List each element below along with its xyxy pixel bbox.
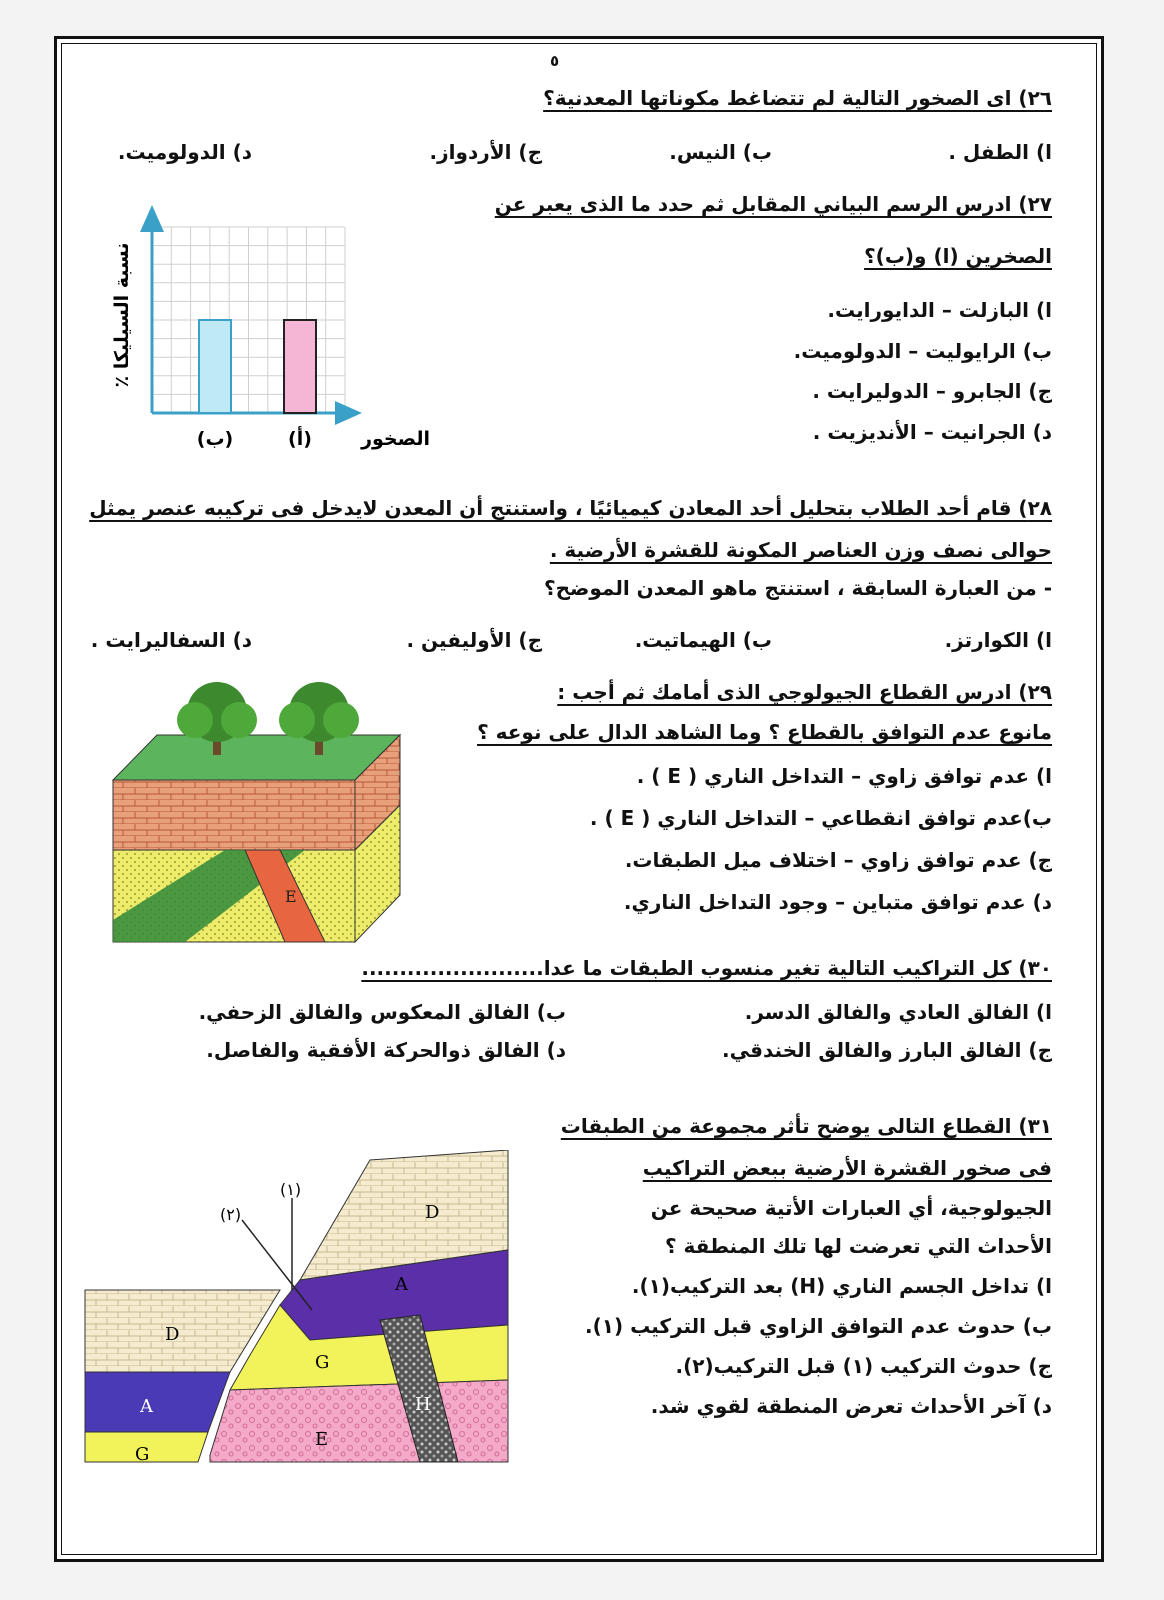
layer-d-left-label: D bbox=[165, 1324, 180, 1345]
q31-option-a: ا) تداخل الجسم الناري (H) بعد التركيب(١). bbox=[631, 1274, 1052, 1298]
block-diagram bbox=[113, 735, 400, 942]
q28-option-b: ب) الهيماتيت. bbox=[634, 628, 772, 652]
q28-line3: - من العبارة السابقة ، استنتج ماهو المعدن الموضح؟ bbox=[544, 576, 1052, 600]
q29-option-a: ا) عدم توافق زاوي – التداخل الناري ( E ) . bbox=[636, 764, 1052, 788]
dike-h-label: H bbox=[415, 1394, 431, 1415]
intrusion-label: E bbox=[285, 887, 297, 906]
q29-option-d: د) عدم توافق متباين – وجود التداخل الناري. bbox=[623, 890, 1052, 914]
q30-option-d: د) الفالق ذوالحركة الأفقية والفاصل. bbox=[206, 1038, 566, 1062]
q26-option-c: ج) الأردواز. bbox=[429, 140, 542, 164]
q28-option-d: د) السفاليرايت . bbox=[90, 628, 252, 652]
q26-option-a: ا) الطفل . bbox=[948, 140, 1052, 164]
layer-g-mid-label: G bbox=[315, 1352, 330, 1373]
q30-option-b: ب) الفالق المعكوس والفالق الزحفي. bbox=[198, 1000, 566, 1024]
q31-line1: ٣١) القطاع التالى يوضح تأثر مجموعة من الطبقات bbox=[560, 1114, 1052, 1138]
geologic-block-figure bbox=[105, 680, 415, 960]
q29-line1: ٢٩) ادرس القطاع الجيولوجي الذى أمامك ثم أجب : bbox=[557, 680, 1052, 704]
q30-question: ٣٠) كل التراكيب التالية تغير منسوب الطبقات ما عدا........................ bbox=[361, 956, 1052, 980]
bar-rock-b bbox=[199, 320, 231, 413]
q27-option-d: د) الجرانيت – الأنديزيت . bbox=[812, 420, 1052, 444]
q29-line2: مانوع عدم التوافق بالقطاع ؟ وما الشاهد الدال على نوعه ؟ bbox=[477, 720, 1052, 744]
y-axis-label: نسبة السيليكا ٪ bbox=[111, 242, 133, 388]
q28-line2: حوالى نصف وزن العناصر المكونة للقشرة الأرضية . bbox=[549, 538, 1052, 562]
q26-question: ٢٦) اى الصخور التالية لم تتضاغط مكوناتها المعدنية؟ bbox=[543, 86, 1052, 110]
structure-2-label: (٢) bbox=[220, 1205, 242, 1224]
q29-option-b: ب)عدم توافق انقطاعي – التداخل الناري ( E ) . bbox=[589, 806, 1052, 830]
layer-d-top-label: D bbox=[425, 1202, 440, 1223]
q28-option-c: ج) الأوليفين . bbox=[406, 628, 542, 652]
silica-bar-chart bbox=[100, 205, 460, 465]
q29-option-c: ج) عدم توافق زاوي – اختلاف ميل الطبقات. bbox=[624, 848, 1052, 872]
q31-line3: الجيولوجية، أي العبارات الأتية صحيحة عن bbox=[650, 1196, 1052, 1220]
q27-question-line1: ٢٧) ادرس الرسم البياني المقابل ثم حدد ما الذى يعبر عن bbox=[494, 192, 1052, 216]
layer-e-label: E bbox=[315, 1429, 329, 1450]
q31-line4: الأحداث التي تعرضت لها تلك المنطقة ؟ bbox=[664, 1234, 1052, 1258]
x-axis-label: الصخور bbox=[361, 428, 430, 450]
bar-rock-a bbox=[284, 320, 316, 413]
q30-option-a: ا) الفالق العادي والفالق الدسر. bbox=[744, 1000, 1052, 1024]
layer-a-left-label: A bbox=[140, 1396, 153, 1417]
x-tick-label-a: (أ) bbox=[288, 428, 312, 450]
structure-1-label: (١) bbox=[280, 1180, 302, 1199]
layer-g-left-label: G bbox=[135, 1444, 150, 1465]
q28-option-a: ا) الكوارتز. bbox=[944, 628, 1052, 652]
q30-option-c: ج) الفالق البارز والفالق الخندقي. bbox=[722, 1038, 1052, 1062]
q27-option-b: ب) الرايوليت – الدولوميت. bbox=[793, 339, 1052, 363]
layer-a-right-label: A bbox=[395, 1274, 408, 1295]
q27-option-a: ا) البازلت – الدايورايت. bbox=[827, 298, 1052, 322]
q31-line2: فى صخور القشرة الأرضية ببعض التراكيب bbox=[642, 1156, 1052, 1180]
q28-line1: ٢٨) قام أحد الطلاب بتحليل أحد المعادن كيميائيًا ، واستنتج أن المعدن لايدخل فى تركيبه عنصر يمثل bbox=[89, 496, 1052, 520]
q27-option-c: ج) الجابرو – الدوليرايت . bbox=[812, 379, 1052, 403]
q31-option-d: د) آخر الأحداث تعرض المنطقة لقوي شد. bbox=[650, 1394, 1052, 1418]
q31-option-c: ج) حدوث التركيب (١) قبل التركيب(٢). bbox=[675, 1354, 1052, 1378]
q31-option-b: ب) حدوث عدم التوافق الزاوي قبل التركيب (١). bbox=[585, 1314, 1052, 1338]
x-tick-label-b: (ب) bbox=[196, 428, 234, 450]
q26-option-d: د) الدولوميت. bbox=[117, 140, 252, 164]
cross-section-figure bbox=[80, 1150, 520, 1510]
q26-option-b: ب) النيس. bbox=[669, 140, 772, 164]
page-number: ٥ bbox=[550, 52, 560, 70]
q27-question-line2: الصخرين (ا) و(ب)؟ bbox=[864, 244, 1052, 268]
